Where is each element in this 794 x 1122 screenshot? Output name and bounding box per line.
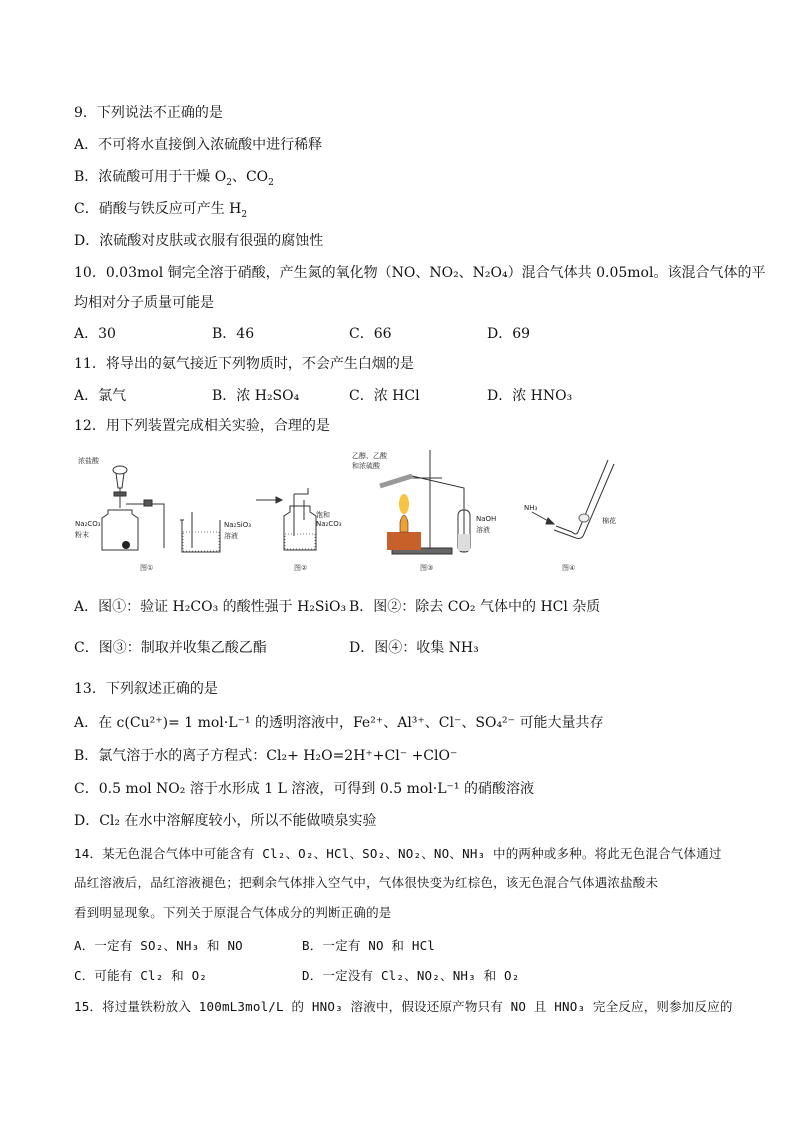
fig3-label-acid: 和浓硫酸 [352, 462, 380, 470]
q10-option-d: D．69 [487, 326, 531, 342]
q12-stem: 12．用下列装置完成相关实验，合理的是 [74, 418, 330, 434]
fig1-label-powder: 粉末 [75, 531, 89, 539]
fig1-label-hcl: 浓盐酸 [78, 457, 99, 465]
q15-stem-line1: 15．将过量铁粉放入 100mL3mol/L 的 HNO₃ 溶液中，假设还原产物只有 NO 且 HNO₃ 完全反应，则参加反应的 [74, 999, 733, 1014]
q13-stem: 13．下列叙述正确的是 [74, 681, 218, 697]
fig3-label-reagents: 乙醇、乙酸 [352, 452, 387, 460]
figure-2-apparatus [252, 448, 332, 560]
fig3-caption: 图③ [420, 564, 434, 572]
q11-option-b: B．浓 H₂SO₄ [212, 388, 300, 404]
q11-option-d: D．浓 HNO₃ [487, 388, 573, 404]
fig2-label-na2co3: Na₂CO₃ [316, 520, 342, 528]
q9-option-c-text: C．硝酸与铁反应可产生 H [74, 201, 242, 217]
q9-stem: 9．下列说法不正确的是 [74, 105, 223, 121]
q14-option-a: A．一定有 SO₂、NH₃ 和 NO [74, 938, 243, 953]
fig2-label-saturated: 饱和 [316, 511, 330, 519]
fig1-label-na2sio3: Na₂SiO₃ [224, 521, 252, 529]
q13-option-d: D．Cl₂ 在水中溶解度较小，所以不能做喷泉实验 [74, 813, 377, 829]
q10-option-b: B．46 [212, 326, 255, 342]
q11-stem: 11．将导出的氨气接近下列物质时，不会产生白烟的是 [74, 356, 414, 372]
q14-option-c: C．可能有 Cl₂ 和 O₂ [74, 968, 208, 983]
q12-option-b: B．图②：除去 CO₂ 气体中的 HCl 杂质 [349, 599, 601, 615]
q9-option-c: C．硝酸与铁反应可产生 $H_2$ [74, 201, 248, 220]
fig4-caption: 图④ [562, 564, 576, 572]
fig1-caption: 图① [140, 564, 154, 572]
fig2-caption: 图② [294, 564, 308, 572]
q9-option-a: A．不可将水直接倒入浓硫酸中进行稀释 [74, 137, 323, 153]
fig3-label-naoh: NaOH [476, 515, 497, 523]
q14-stem-line3: 看到明显现象。下列关于原混合气体成分的判断正确的是 [74, 905, 392, 920]
q13-option-a: A．在 c(Cu²⁺)= 1 mol·L⁻¹ 的透明溶液中，Fe²⁺、Al³⁺、Cl⁻、SO₄²⁻ 可能大量共存 [74, 715, 604, 731]
q14-option-d: D．一定没有 Cl₂、NO₂、NH₃ 和 O₂ [302, 968, 520, 983]
q11-option-c: C．浓 HCl [349, 388, 420, 404]
q14-stem-line2: 品红溶液后，品红溶液褪色；把剩余气体排入空气中，气体很快变为红棕色，该无色混合气体遇浓盐酸未 [74, 875, 659, 890]
fig4-label-nh3: NH₃ [524, 504, 538, 512]
fig1-label-solution: 溶液 [224, 532, 238, 540]
q9-option-b-mid: 、CO [231, 169, 269, 185]
fig3-label-solution: 溶液 [476, 526, 490, 534]
q9-option-b: B．浓硫酸可用于干燥 $O_2$、$CO_2$ [74, 169, 274, 188]
q13-option-b: B．氯气溶于水的离子方程式：Cl₂+ H₂O=2H⁺+Cl⁻ +ClO⁻ [74, 748, 458, 764]
q14-option-b: B．一定有 NO 和 HCl [302, 938, 436, 953]
q10-stem-line1: 10．0.03mol 铜完全溶于硝酸，产生氮的氧化物（NO、NO₂、N₂O₄）混合气体共 0.05mol。该混合气体的平 [74, 265, 766, 281]
q14-stem-line1: 14．某无色混合气体中可能含有 Cl₂、O₂、HCl、SO₂、NO₂、NO、NH₃ 中的两种或多种。将此无色混合气体通过 [74, 846, 722, 861]
q12-option-c: C．图③：制取并收集乙酸乙酯 [74, 640, 267, 656]
q10-stem-line2: 均相对分子质量可能是 [74, 295, 214, 311]
q9-option-b-text: B．浓硫酸可用于干燥 O [74, 169, 227, 185]
q13-option-c: C．0.5 mol NO₂ 溶于水形成 1 L 溶液，可得到 0.5 mol·L⁻¹ 的硝酸溶液 [74, 781, 534, 797]
q12-option-d: D．图④：收集 NH₃ [349, 640, 479, 656]
fig1-label-na2co3: Na₂CO₃ [75, 520, 101, 528]
fig4-label-cotton: 棉花 [602, 517, 616, 525]
q11-option-a: A．氯气 [74, 388, 127, 404]
q10-option-a: A．30 [74, 326, 116, 342]
q12-option-a: A．图①：验证 H₂CO₃ 的酸性强于 H₂SiO₃ [74, 599, 347, 615]
q10-option-c: C．66 [349, 326, 392, 342]
q9-option-d: D．浓硫酸对皮肤或衣服有很强的腐蚀性 [74, 233, 324, 249]
